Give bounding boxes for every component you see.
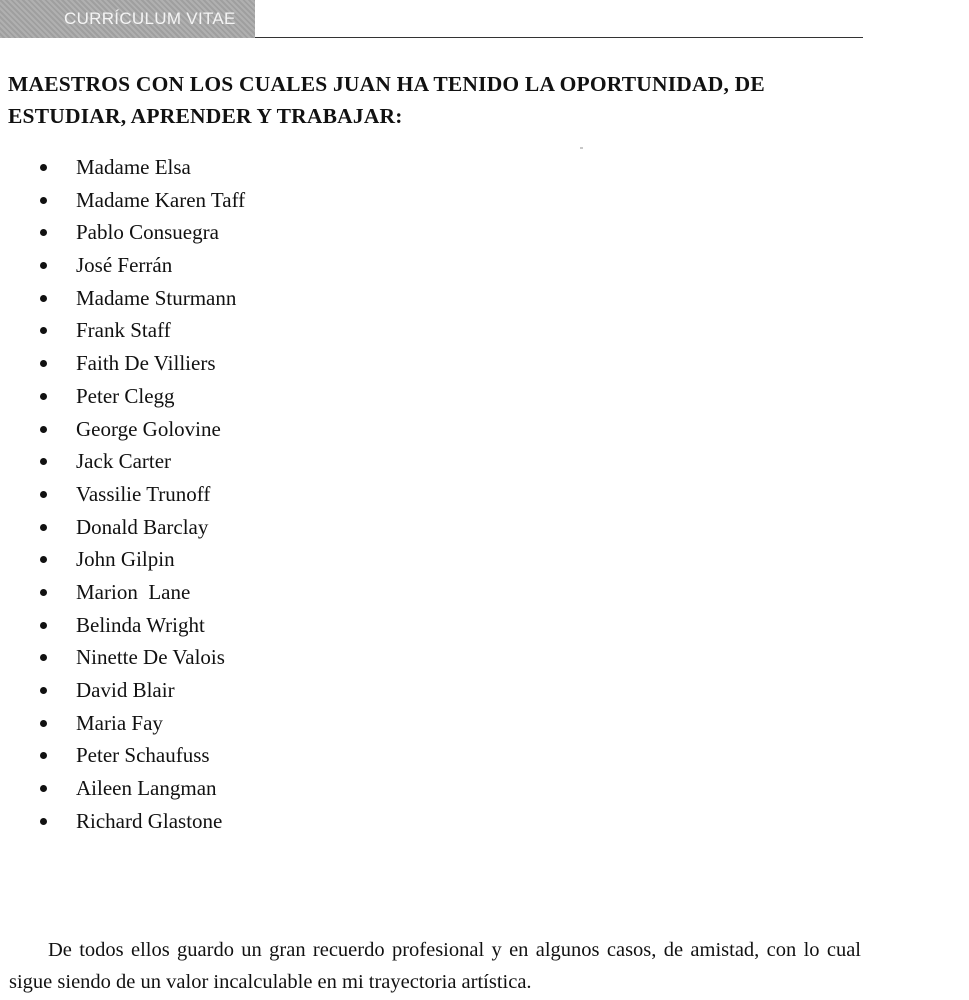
bullet-icon [40, 654, 47, 661]
bullet-icon [40, 327, 47, 334]
bullet-icon [40, 556, 47, 563]
bullet-icon [40, 197, 47, 204]
bullet-icon [40, 589, 47, 596]
header-rule [255, 37, 863, 38]
bullet-icon [40, 785, 47, 792]
teacher-name: Madame Karen Taff [76, 187, 246, 212]
section-heading: MAESTROS CON LOS CUALES JUAN HA TENIDO LA OPORTUNIDAD, DE ESTUDIAR, APRENDER Y TRABAJAR: [8, 72, 765, 128]
teacher-name: Aileen Langman [76, 776, 217, 801]
bullet-icon [40, 687, 47, 694]
bullet-icon [40, 262, 47, 269]
bullet-icon [40, 458, 47, 465]
bullet-icon [40, 295, 47, 302]
teacher-name: Richard Glastone [76, 808, 223, 833]
bullet-icon [40, 720, 47, 727]
bullet-icon [40, 360, 47, 367]
teacher-name: David Blair [76, 678, 175, 702]
bullet-icon [40, 818, 47, 825]
teacher-name: Faith De Villiers [76, 351, 216, 376]
teacher-name: John Gilpin [76, 547, 175, 572]
teacher-name: José Ferrán [76, 253, 173, 278]
bullet-icon [40, 426, 47, 433]
bullet-icon [40, 491, 47, 498]
teacher-name: Madame Elsa [76, 155, 191, 179]
teacher-name: Belinda Wright [76, 612, 205, 637]
teacher-name: Frank Staff [76, 318, 171, 343]
teacher-name: Peter Schaufuss [76, 743, 210, 768]
scan-speck [580, 147, 583, 149]
bullet-icon [40, 164, 47, 171]
teacher-name: Madame Sturmann [76, 285, 237, 310]
teacher-name: Maria Fay [76, 710, 163, 735]
header-title: CURRÍCULUM VITAE [64, 9, 236, 28]
teacher-name: Marion Lane [76, 579, 191, 604]
teacher-name: Jack Carter [76, 449, 172, 474]
bullet-icon [40, 393, 47, 400]
teacher-name: Donald Barclay [76, 514, 209, 539]
bullet-icon [40, 752, 47, 759]
closing-paragraph: De todos ellos guardo un gran recuerdo profesional y en algunos casos, de amistad, con lo cual sigue siendo de un valor incalculable en mi trayectoria artística. [9, 939, 861, 993]
teacher-name: Vassilie Trunoff [76, 481, 211, 506]
bullet-icon [40, 622, 47, 629]
teacher-name: Ninette De Valois [76, 645, 225, 670]
header-band [0, 0, 255, 38]
teacher-name: George Golovine [76, 416, 221, 441]
bullet-icon [40, 524, 47, 531]
teacher-name: Pablo Consuegra [76, 220, 219, 245]
teacher-name: Peter Clegg [76, 383, 175, 408]
bullet-icon [40, 229, 47, 236]
